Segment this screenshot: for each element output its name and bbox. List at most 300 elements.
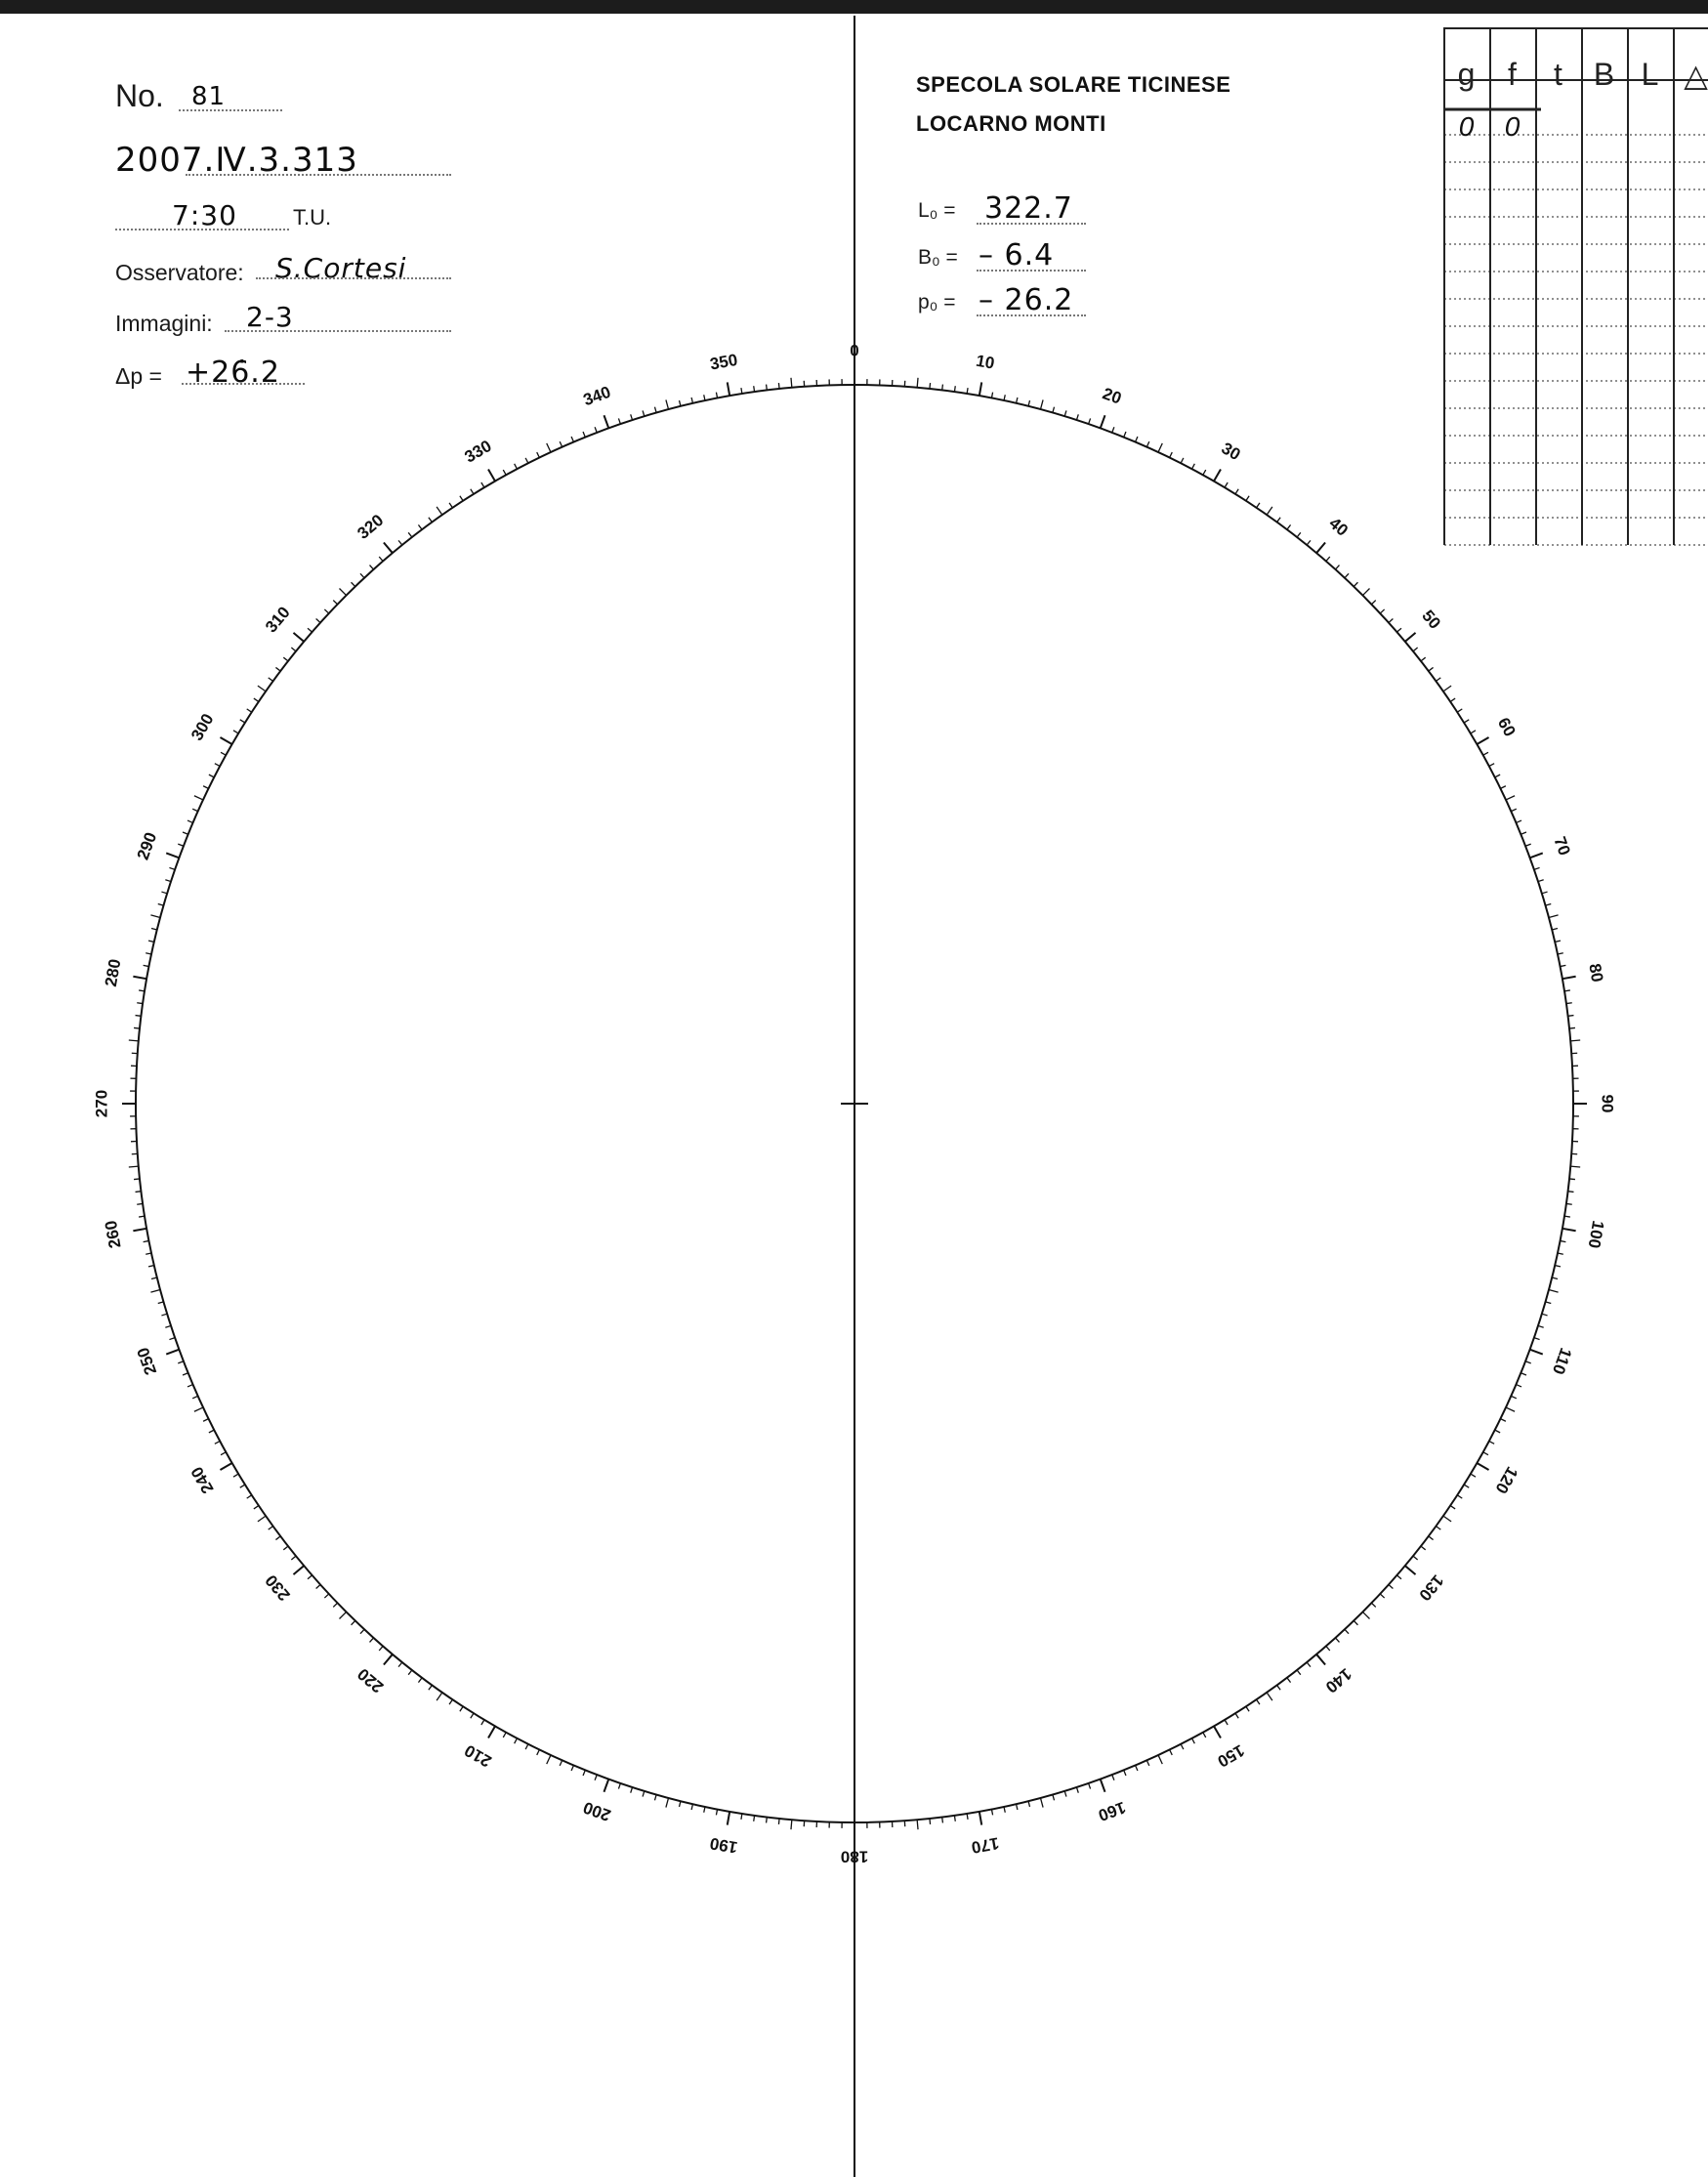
scale-tick	[209, 775, 214, 777]
scale-tick	[1549, 915, 1559, 918]
scale-tick	[1326, 1646, 1330, 1651]
p0-value: – 26.2	[979, 283, 1074, 317]
scale-tick	[1136, 437, 1138, 442]
scale-tick	[1506, 1407, 1515, 1411]
scale-label: 100	[1584, 1219, 1608, 1250]
scale-tick	[1495, 775, 1500, 777]
scale-tick	[1566, 1203, 1572, 1204]
scale-tick	[148, 941, 154, 942]
scale-label: 280	[101, 957, 125, 988]
scale-tick	[233, 731, 238, 733]
scale-tick	[187, 1385, 193, 1387]
scale-tick	[1335, 565, 1339, 569]
scale-tick	[1277, 1685, 1281, 1690]
scale-tick	[1170, 1750, 1173, 1755]
scale-tick	[547, 443, 551, 452]
scale-tick	[398, 1662, 402, 1667]
scale-tick	[954, 386, 955, 392]
scale-tick	[161, 1314, 167, 1316]
scale-tick	[1477, 737, 1488, 744]
scale-tick	[137, 1203, 143, 1204]
scale-tick	[1267, 1693, 1272, 1700]
scale-tick	[220, 737, 231, 744]
scale-tick	[418, 524, 422, 529]
scale-tick	[293, 1566, 304, 1574]
scale-tick	[1555, 941, 1561, 942]
scale-tick	[991, 393, 992, 398]
scale-tick	[515, 464, 518, 469]
scale-tick	[595, 1775, 597, 1780]
l0-label: L₀ =	[918, 199, 956, 222]
scale-label: 180	[840, 1847, 869, 1866]
scale-tick	[194, 1407, 203, 1411]
scale-tick	[1570, 1166, 1580, 1167]
scale-tick	[166, 853, 179, 858]
scale-tick	[384, 1654, 393, 1665]
scale-tick	[1316, 542, 1325, 553]
scale-tick	[134, 1179, 140, 1180]
scale-tick	[220, 1463, 231, 1470]
l0-value: 322.7	[984, 191, 1073, 226]
scale-tick	[481, 482, 484, 487]
scale-tick	[979, 1812, 981, 1825]
scale-tick	[1413, 648, 1418, 651]
scale-tick	[666, 1798, 669, 1808]
scale-tick	[571, 1765, 573, 1771]
scale-tick	[1538, 880, 1544, 882]
scale-tick	[679, 1801, 680, 1807]
scale-tick	[791, 378, 792, 388]
scale-tick	[741, 1814, 742, 1820]
scale-tick	[137, 1003, 143, 1004]
scale-tick	[1521, 832, 1526, 834]
scale-tick	[1471, 731, 1476, 733]
scale-tick	[1421, 657, 1426, 661]
scale-tick	[158, 1302, 164, 1304]
scale-tick	[1457, 709, 1462, 712]
scale-tick	[449, 1699, 452, 1704]
scale-tick	[1560, 1240, 1565, 1241]
scale-tick	[169, 1338, 175, 1340]
scale-tick	[1464, 720, 1469, 723]
scale-tick	[1413, 1556, 1418, 1560]
scale-tick	[1267, 507, 1272, 515]
scale-tick	[1076, 1787, 1078, 1793]
cell-g-value: 0	[1458, 111, 1475, 142]
scale-tick	[1257, 503, 1260, 508]
scale-tick	[1158, 443, 1162, 452]
scale-label: 340	[580, 382, 613, 410]
scale-tick	[370, 565, 374, 569]
scale-tick	[1017, 1804, 1018, 1810]
scale-tick	[1516, 1385, 1521, 1387]
delta-p-label: Δp =	[115, 363, 162, 389]
scale-tick	[618, 1783, 620, 1789]
scale-tick	[178, 1361, 184, 1363]
scale-tick	[728, 1812, 729, 1825]
scale-tick	[604, 415, 608, 428]
scale-tick	[460, 1706, 463, 1711]
scale-tick	[942, 1818, 943, 1823]
scale-tick	[1214, 1726, 1221, 1737]
scale-tick	[1464, 1485, 1469, 1487]
scale-tick	[979, 382, 981, 396]
col-header-f: f	[1508, 57, 1517, 92]
scale-tick	[778, 383, 779, 389]
scale-tick	[1181, 1744, 1184, 1749]
scale-tick	[136, 1192, 142, 1193]
scale-label: 310	[261, 603, 294, 637]
scale-tick	[537, 1750, 540, 1755]
p0-label: p₀ =	[918, 291, 956, 314]
scale-tick	[481, 1720, 484, 1725]
images-value: 2-3	[246, 301, 294, 333]
scale-tick	[741, 388, 742, 394]
images-label: Immagini:	[115, 311, 213, 336]
scale-tick	[254, 1506, 259, 1509]
scale-tick	[192, 809, 197, 811]
scale-tick	[1089, 418, 1091, 424]
scale-tick	[488, 469, 495, 481]
scale-tick	[183, 1373, 188, 1375]
scale-tick	[370, 1638, 374, 1642]
scale-tick	[144, 1240, 149, 1241]
scale-tick	[1354, 1620, 1357, 1624]
scale-tick	[146, 953, 151, 954]
scale-tick	[283, 1546, 288, 1550]
scale-tick	[1405, 633, 1416, 642]
scale-tick	[754, 1816, 755, 1821]
scale-tick	[583, 1770, 585, 1776]
scale-label: 220	[354, 1664, 388, 1697]
scale-tick	[1053, 1794, 1055, 1800]
scale-tick	[767, 1818, 768, 1823]
scale-tick	[178, 844, 184, 846]
scale-tick	[1562, 977, 1576, 979]
scale-tick	[194, 796, 203, 800]
scale-tick	[1214, 469, 1221, 481]
scale-label: 260	[101, 1219, 125, 1250]
scale-tick	[1558, 1253, 1563, 1254]
scale-tick	[1345, 573, 1349, 577]
scale-tick	[583, 432, 585, 438]
scale-tick	[1558, 953, 1563, 954]
scale-label: 50	[1418, 607, 1444, 633]
scale-label: 160	[1096, 1797, 1129, 1825]
scale-tick	[1040, 399, 1043, 409]
scale-tick	[1371, 1603, 1375, 1607]
observation-number: 81	[191, 82, 227, 111]
scale-tick	[1307, 1662, 1311, 1667]
scale-tick	[429, 1685, 433, 1690]
scale-tick	[316, 1584, 320, 1588]
scale-tick	[352, 1620, 355, 1624]
scale-tick	[324, 1594, 328, 1598]
scale-tick	[1471, 1474, 1476, 1477]
col-header-delta: △	[1684, 58, 1708, 93]
scale-tick	[1564, 1216, 1570, 1217]
scale-tick	[293, 633, 304, 642]
scale-label: 190	[708, 1833, 739, 1858]
col-header-l: L	[1641, 57, 1659, 92]
scale-tick	[654, 1794, 656, 1800]
scale-tick	[352, 582, 355, 586]
scale-tick	[1552, 928, 1558, 929]
scale-tick	[158, 903, 164, 905]
scale-tick	[1396, 1575, 1401, 1579]
scale-tick	[1053, 407, 1055, 413]
scale-tick	[691, 1804, 692, 1810]
scale-tick	[398, 540, 402, 545]
scale-tick	[150, 915, 160, 918]
scale-label: 10	[974, 351, 996, 373]
scale-tick	[221, 1452, 226, 1455]
scale-tick	[1371, 601, 1375, 605]
scale-tick	[942, 385, 943, 391]
scale-tick	[1203, 1733, 1206, 1737]
scale-tick	[1028, 400, 1029, 406]
scale-tick	[1297, 532, 1301, 537]
scale-tick	[991, 1809, 992, 1815]
scale-tick	[408, 1670, 412, 1675]
scale-tick	[560, 441, 562, 446]
scale-tick	[1287, 524, 1291, 529]
b0-label: B₀ =	[918, 246, 958, 269]
scale-tick	[791, 1820, 792, 1829]
scale-tick	[1192, 464, 1195, 469]
scale-tick	[340, 589, 347, 596]
institution-location: LOCARNO MONTI	[916, 111, 1106, 136]
scale-tick	[1040, 1798, 1043, 1808]
scale-tick	[1380, 609, 1384, 613]
scale-tick	[1170, 452, 1173, 457]
time-unit-label: T.U.	[293, 205, 332, 230]
scale-tick	[1516, 820, 1521, 822]
scale-tick	[139, 1216, 145, 1217]
scale-tick	[1495, 1430, 1500, 1433]
scale-tick	[1534, 867, 1540, 869]
scale-tick	[215, 1442, 220, 1444]
scale-label: 170	[970, 1833, 1001, 1858]
scale-tick	[471, 489, 474, 494]
scale-tick	[1525, 1361, 1531, 1363]
scale-tick	[1521, 1373, 1526, 1375]
scale-tick	[503, 1733, 506, 1737]
scale-tick	[1101, 415, 1105, 428]
scale-tick	[1443, 1516, 1451, 1522]
scale-label: 210	[461, 1740, 495, 1772]
scale-tick	[1530, 1350, 1543, 1355]
scale-tick	[324, 609, 328, 613]
scale-tick	[1501, 786, 1506, 789]
scale-tick	[1436, 678, 1440, 682]
scale-label: 240	[187, 1463, 218, 1497]
scale-label: 140	[1321, 1664, 1355, 1697]
scale-tick	[209, 1430, 214, 1433]
observer-name: S.Cortesi	[275, 252, 407, 284]
scale-tick	[1017, 398, 1018, 403]
scale-tick	[258, 1516, 266, 1522]
scale-tick	[437, 1693, 442, 1700]
scale-tick	[1405, 1566, 1416, 1574]
scale-tick	[418, 1678, 422, 1683]
scale-tick	[1004, 395, 1005, 400]
scale-tick	[537, 452, 540, 457]
scale-tick	[967, 1814, 968, 1820]
scale-label: 330	[461, 436, 495, 467]
scale-tick	[165, 1325, 171, 1327]
scale-label: 270	[92, 1089, 111, 1118]
scale-tick	[215, 764, 220, 767]
scale-tick	[1396, 628, 1401, 632]
scale-tick	[1545, 903, 1551, 905]
scale-tick	[654, 407, 656, 413]
scale-tick	[1192, 1738, 1195, 1743]
scale-label: 300	[187, 710, 218, 744]
scale-tick	[269, 1527, 273, 1530]
scale-tick	[1450, 1506, 1455, 1509]
scale-tick	[1124, 432, 1126, 438]
scale-tick	[1287, 1678, 1291, 1683]
scale-label: 30	[1218, 439, 1244, 465]
scale-tick	[1501, 1419, 1506, 1422]
scale-tick	[515, 1738, 518, 1743]
scale-label: 200	[580, 1797, 613, 1825]
scale-tick	[408, 532, 412, 537]
scale-tick	[1225, 1720, 1228, 1725]
scale-tick	[1483, 752, 1488, 755]
scale-tick	[967, 388, 968, 394]
col-header-g: g	[1457, 57, 1476, 92]
scale-tick	[728, 382, 729, 396]
scale-tick	[379, 557, 383, 562]
scale-tick	[203, 786, 208, 789]
scale-tick	[1569, 1027, 1575, 1028]
scale-label: 130	[1415, 1570, 1448, 1605]
scale-tick	[460, 496, 463, 501]
scale-label: 60	[1493, 714, 1520, 740]
scale-label: 110	[1548, 1345, 1576, 1377]
scale-tick	[1362, 1612, 1369, 1618]
scale-tick	[1101, 1779, 1105, 1792]
scale-tick	[618, 418, 620, 424]
scale-tick	[1562, 1229, 1576, 1231]
scale-tick	[754, 386, 755, 392]
scale-tick	[704, 395, 705, 400]
observation-date: 2007.Ⅳ.3.313	[115, 141, 358, 180]
number-label: No.	[115, 78, 164, 113]
scale-tick	[767, 385, 768, 391]
scale-tick	[1246, 496, 1249, 501]
scale-tick	[1552, 1277, 1558, 1278]
scale-tick	[384, 542, 393, 553]
scale-label: 120	[1491, 1463, 1522, 1497]
scale-tick	[1064, 410, 1066, 416]
scale-tick	[930, 383, 931, 389]
scale-tick	[340, 1612, 347, 1618]
scale-tick	[1362, 589, 1369, 596]
cell-f-value: 0	[1504, 111, 1521, 142]
scale-tick	[560, 1760, 562, 1765]
scale-tick	[1542, 1314, 1548, 1316]
col-header-b: B	[1593, 57, 1615, 92]
scale-tick	[233, 1474, 238, 1477]
scale-tick	[129, 1166, 139, 1167]
scale-tick	[139, 990, 145, 991]
scale-tick	[240, 1485, 245, 1487]
scale-tick	[1235, 489, 1238, 494]
scale-tick	[1203, 470, 1206, 475]
scale-tick	[291, 648, 296, 651]
scale-tick	[144, 965, 149, 966]
scale-tick	[1429, 1536, 1434, 1540]
observer-label: Osservatore:	[115, 260, 244, 285]
scale-tick	[449, 503, 452, 508]
scale-tick	[187, 820, 193, 822]
scale-tick	[716, 393, 717, 398]
scale-tick	[643, 1791, 645, 1797]
scale-tick	[1146, 1760, 1148, 1765]
scale-tick	[333, 601, 337, 605]
scale-tick	[192, 1396, 197, 1398]
scale-label: 80	[1585, 962, 1607, 984]
scale-tick	[247, 1495, 252, 1498]
scale-tick	[437, 507, 442, 515]
scale-tick	[161, 892, 167, 894]
scale-tick	[1146, 441, 1148, 446]
scale-tick	[183, 832, 188, 834]
scale-tick	[1257, 1699, 1260, 1704]
scale-tick	[547, 1755, 551, 1764]
scale-tick	[930, 1819, 931, 1824]
scale-tick	[1489, 1442, 1494, 1444]
scale-tick	[1436, 1527, 1440, 1530]
scale-tick	[429, 518, 433, 523]
scale-label: 40	[1325, 514, 1352, 540]
delta-p-value: +26̇.2	[186, 356, 280, 390]
scale-tick	[1124, 1770, 1126, 1776]
scale-tick	[1568, 1016, 1574, 1017]
scale-label: 290	[133, 829, 161, 862]
scale-tick	[525, 458, 528, 463]
scale-tick	[240, 720, 245, 723]
scale-tick	[1534, 1338, 1540, 1340]
scale-tick	[917, 378, 918, 388]
scale-tick	[1549, 1289, 1559, 1292]
scale-tick	[503, 470, 506, 475]
scale-label: 350	[708, 350, 739, 374]
scale-tick	[134, 1027, 140, 1028]
scale-tick	[1316, 1654, 1325, 1665]
scale-tick	[1568, 1192, 1574, 1193]
scale-tick	[1421, 1546, 1426, 1550]
scale-tick	[778, 1819, 779, 1824]
scale-tick	[1570, 1040, 1580, 1041]
scale-tick	[1429, 667, 1434, 671]
scale-tick	[704, 1807, 705, 1813]
scale-tick	[1489, 764, 1494, 767]
scale-tick	[691, 398, 692, 403]
scale-tick	[1555, 1266, 1561, 1267]
scale-tick	[1511, 1396, 1516, 1398]
scale-tick	[1443, 686, 1451, 691]
scale-label: 90	[1598, 1094, 1617, 1113]
scale-tick	[917, 1820, 918, 1829]
scale-tick	[258, 686, 266, 691]
scale-tick	[221, 752, 226, 755]
scale-tick	[525, 1744, 528, 1749]
scale-tick	[954, 1816, 955, 1821]
